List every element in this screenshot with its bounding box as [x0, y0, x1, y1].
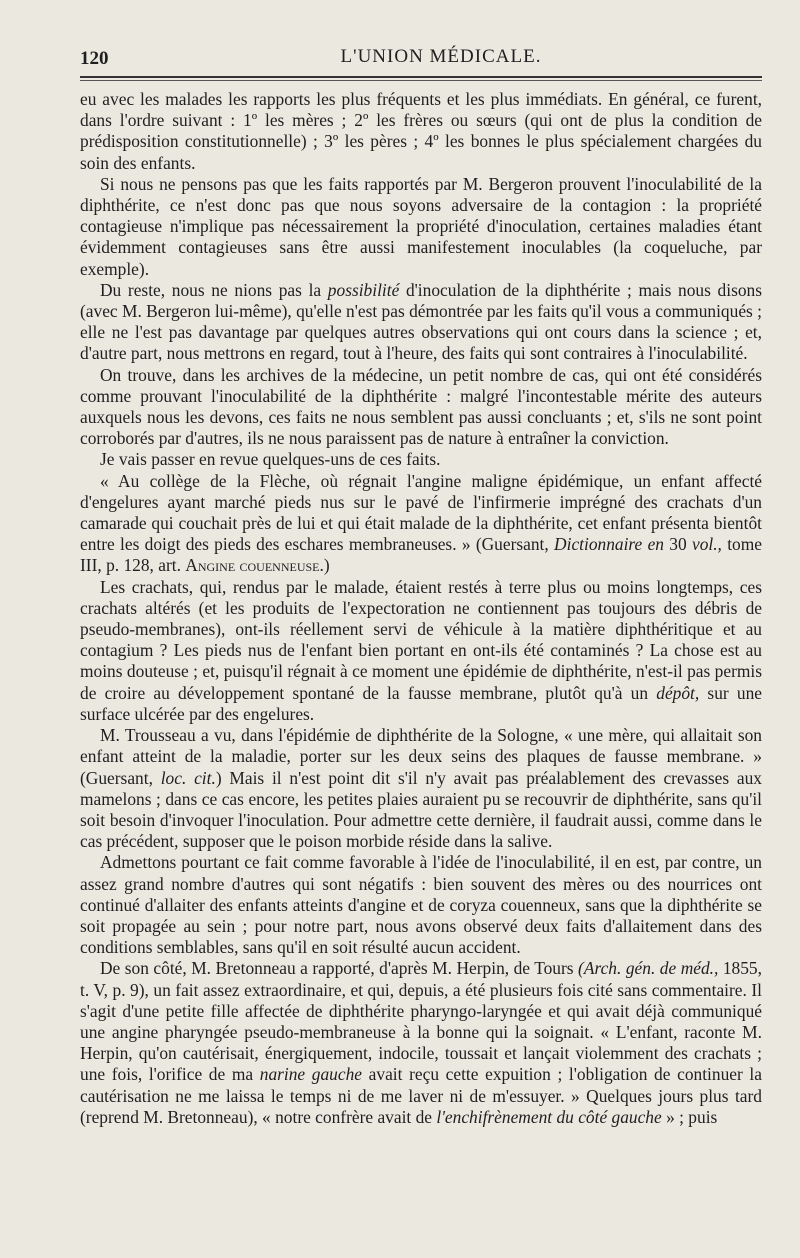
- text-segment: tome III, p. 128, art.: [80, 534, 762, 576]
- paragraph: [80, 958, 762, 1128]
- paragraph: [80, 852, 762, 958]
- paragraph: [80, 365, 762, 450]
- text-segment: Les crachats, qui, rendus par le malade, étaient restés à terre plus ou moins longtemps, ces crachats altérés (et les produits de l'expectoration ne contiennent pas toujours des débris de pseudo-membranes), ont-ils réellement servi de véhicule à la matière diphthéritique et au contagium ? Les pieds nus de l'enfant bien portant en ont-ils été contaminés ? La chose est au moins douteuse ; et, puisqu'il régnait à ce moment une épidémie de diphthérite, n'est-il pas permis de croire au développement spontané de la fausse membrane, plutôt qu'à un: [80, 576, 762, 703]
- text-segment: » ; puis: [661, 1106, 718, 1127]
- page-header: [80, 44, 762, 74]
- text-segment: avait reçu cette expuition ; l'obligation de continuer la cautérisation ne me laissa le temps ni de me laver ni de m'essuyer. » Quelques jours plus tard (reprend M. Bretonneau), « notre confrère avait de: [80, 1064, 762, 1127]
- text-segment: l'enchifrènement du côté gauche: [436, 1106, 662, 1127]
- text-segment: Si nous ne pensons pas que les faits rapportés par M. Bergeron prouvent l'inoculabilité de la diphthérite, ce n'est donc pas que nous soyons adversaire de la contagion : la propriété contagieuse n'implique pas nécessairement la propriété d'inoculation, certaines maladies étant évidemment contagieuses sans être aussi manifestement inoculables (la coqueluche, par exemple).: [80, 173, 762, 279]
- running-title: L'UNION MÉDICALE.: [340, 46, 542, 67]
- paragraph: [80, 471, 762, 577]
- text-segment: 1855, t. V, p. 9), un fait assez extraordinaire, et qui, depuis, a été plusieurs fois cité sans commentaire. Il s'agit d'une petite fille affectée de diphthérite pharyngo-laryngée et qui avait déjà communiqué une angine pharyngée pseudo-membraneuse à la bonne qui la soignait. « L'enfant, raconte M. Herpin, qu'on cautérisait, énergiquement, indocile, toussait et lançait violemment des crachats ; une fois, l'orifice de ma: [80, 958, 762, 1085]
- paragraph: [80, 449, 762, 470]
- text-segment: dépôt,: [656, 682, 700, 703]
- paragraph: [80, 280, 762, 365]
- header-rule: [80, 76, 762, 81]
- text-segment: Du reste, nous ne nions pas la: [100, 279, 328, 300]
- text-segment: d'inoculation de la diphthérite ; mais nous disons (avec M. Bergeron lui-même), qu'elle n'est pas démontrée par les faits qu'il vous a communiqués ; elle ne l'est pas davantage par quelques autres observations qui ont cours dans la science ; et, d'autre part, nous mettrons en regard, tout à l'heure, des faits qui sont contraires à l'inoculabilité.: [80, 279, 762, 364]
- text-segment: Je vais passer en revue quelques-uns de ces faits.: [100, 449, 441, 470]
- text-segment: De son côté, M. Bretonneau a rapporté, d'après M. Herpin, de Tours: [100, 958, 579, 979]
- paragraph: [80, 725, 762, 852]
- text-segment: M. Trousseau a vu, dans l'épidémie de diphthérite de la Sologne, « une mère, qui allaitait son enfant atteint de la maladie, porter sur les deux seins des plaques de fausse membrane. » (Guersant,: [80, 725, 762, 788]
- text-segment: 30: [663, 534, 692, 555]
- text-segment: ) Mais il n'est point dit s'il n'y avait pas préalablement des crevasses aux mamelons ; dans ce cas encore, les petites plaies auraient pu se recouvrir de diphthérite, sans qu'il soit besoin d'invoquer l'inoculation. Pour admettre cette dernière, il faudrait aussi, comme dans le cas précédent, supposer que le poison morbide réside dans la salive.: [80, 767, 762, 852]
- text-segment: vol.,: [691, 534, 722, 555]
- body-text: [80, 89, 762, 1128]
- text-segment: « Au collège de la Flèche, où régnait l'angine maligne épidémique, un enfant affecté d'engelures ayant marché pieds nus sur le pavé de l'infirmerie imprégné des crachats d'un camarade qui couchait près de lui et qui était malade de la diphthérite, cet enfant présenta bientôt entre les doigt des pieds des eschares membraneuses. » (Guersant,: [80, 470, 762, 555]
- text-segment: .): [319, 555, 330, 576]
- paragraph: [80, 89, 762, 174]
- paragraph: [80, 174, 762, 280]
- text-segment: possibilité: [327, 279, 400, 300]
- text-segment: Admettons pourtant ce fait comme favorable à l'idée de l'inoculabilité, il en est, par contre, un assez grand nombre d'autres qui sont négatifs : bien souvent des mères ou des nourrices ont continué d'allaiter des enfants atteints d'angine et de coryza couenneux, sans que la diphthérite se soit propagée au sein ; pour notre part, nous avons observé deux faits d'allaitement dans des conditions semblables, sans qu'il en soit résulté aucun accident.: [80, 852, 762, 958]
- text-segment: loc. cit.: [160, 767, 216, 788]
- text-segment: sur une surface ulcérée par des engelures.: [80, 682, 763, 724]
- text-segment: On trouve, dans les archives de la médecine, un petit nombre de cas, qui ont été considérés comme prouvant l'inoculabilité de la diphthérite : malgré l'incontestable mérite des auteurs auxquels nous les devons, ces faits ne nous semblent pas aussi concluants ; et, s'ils ne sont point corroborés par d'autres, ils ne nous paraissent pas de nature à entraîner la conviction.: [80, 364, 762, 449]
- paragraph: [80, 577, 762, 725]
- text-segment: eu avec les malades les rapports les plus fréquents et les plus immédiats. En général, ce furent, dans l'ordre suivant : 1º les mères ; 2º les frères ou sœurs (qui ont de plus la condition de prédisposition constitutionnelle) ; 3º les pères ; 4º les bonnes le plus spécialement chargées du soin des enfants.: [80, 89, 762, 173]
- page-number: 120: [80, 48, 109, 69]
- text-segment: Dictionnaire en: [554, 534, 664, 555]
- text-segment: Angine couenneuse: [185, 555, 320, 576]
- text-segment: narine gauche: [259, 1064, 363, 1085]
- text-segment: (Arch. gén. de méd.,: [578, 958, 719, 979]
